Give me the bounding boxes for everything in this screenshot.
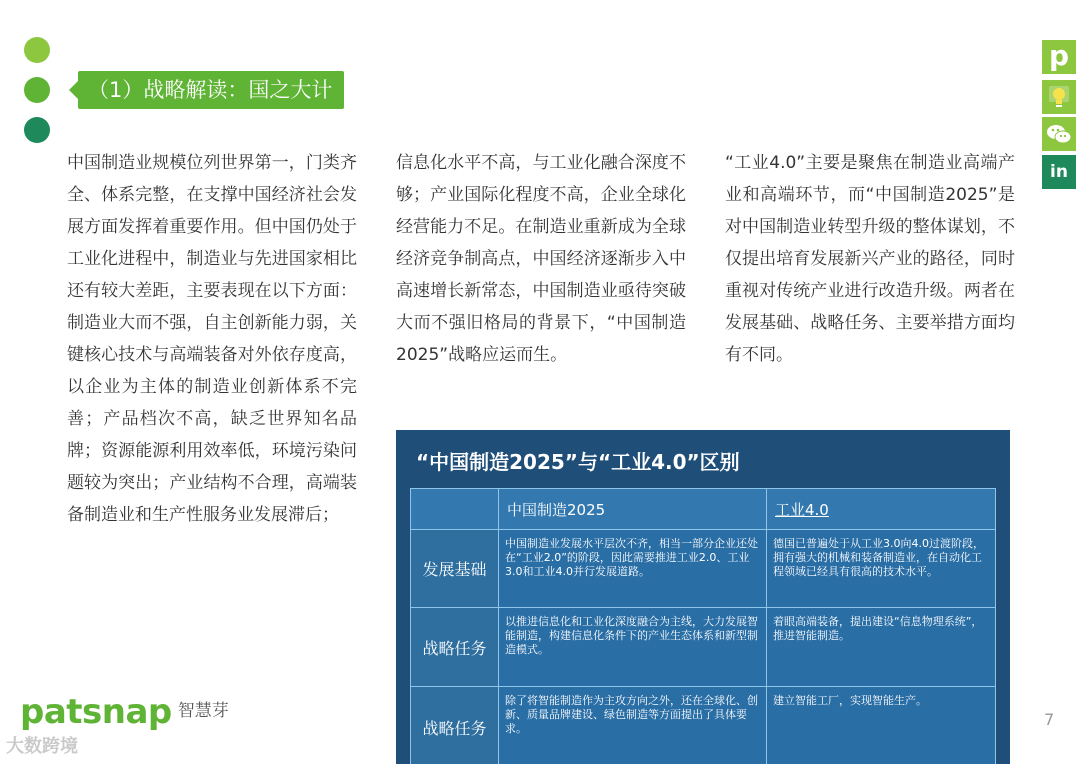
cell-china: 以推进信息化和工业化深度融合为主线，大力发展智能制造，构建信息化条件下的产业生态体系和新型制造模式。 bbox=[499, 608, 767, 687]
watermark: 大数跨境 bbox=[6, 736, 78, 757]
cell-germany: 着眼高端装备，提出建设“信息物理系统”，推进智能制造。 bbox=[767, 608, 996, 687]
row-label: 战略任务 bbox=[411, 608, 499, 687]
row-label: 发展基础 bbox=[411, 530, 499, 608]
table-row bbox=[411, 608, 996, 687]
brand-logo-text: patsnap bbox=[20, 692, 172, 732]
p-logo-icon[interactable]: p bbox=[1042, 40, 1076, 74]
lightbulb-icon[interactable] bbox=[1042, 80, 1076, 114]
comparison-panel bbox=[396, 430, 1010, 764]
table-row bbox=[411, 530, 996, 608]
comparison-title: “中国制造2025”与“工业4.0”区别 bbox=[416, 450, 740, 474]
decor-dot-dark bbox=[24, 117, 50, 143]
brand-cn-name: 智慧芽 bbox=[177, 701, 229, 721]
comparison-table bbox=[410, 488, 996, 764]
row-label: 战略任务 bbox=[411, 687, 499, 764]
table-row bbox=[411, 687, 996, 764]
decor-dot-light bbox=[24, 37, 50, 63]
section-title: （1）战略解读：国之大计 bbox=[78, 71, 344, 109]
cell-china: 除了将智能制造作为主攻方向之外，还在全球化、创新、质量品牌建设、绿色制造等方面提出了具体要求。 bbox=[499, 687, 767, 764]
page-number: 7 bbox=[1044, 710, 1055, 729]
body-column-2: 信息化水平不高，与工业化融合深度不够；产业国际化程度不高，企业全球化经营能力不足。在制造业重新成为全球经济竞争制高点，中国经济逐渐步入中高速增长新常态，中国制造业亟待突破大而不强旧格局的背景下，“中国制造2025”战略应运而生。 bbox=[396, 153, 686, 365]
table-header-germany: 工业4.0 bbox=[767, 489, 996, 530]
cell-germany: 德国已普遍处于从工业3.0向4.0过渡阶段，拥有强大的机械和装备制造业，在自动化工程领域已经具有很高的技术水平。 bbox=[767, 530, 996, 608]
table-header-empty bbox=[411, 489, 499, 530]
wechat-icon[interactable] bbox=[1042, 117, 1076, 151]
cell-china: 中国制造业发展水平层次不齐，相当一部分企业还处在“工业2.0”的阶段，因此需要推进工业2.0、工业3.0和工业4.0并行发展道路。 bbox=[499, 530, 767, 608]
body-column-1: 中国制造业规模位列世界第一，门类齐全、体系完整，在支撑中国经济社会发展方面发挥着重要作用。但中国仍处于工业化进程中，制造业与先进国家相比还有较大差距，主要表现在以下方面：制造业大而不强，自主创新能力弱，关键核心技术与高端装备对外依存度高，以企业为主体的制造业创新体系不完善；产品档次不高，缺乏世界知名品牌；资源能源利用效率低，环境污染问题较为突出；产业结构不合理，高端装备制造业和生产性服务业发展滞后； bbox=[67, 153, 357, 525]
linkedin-icon[interactable]: in bbox=[1042, 155, 1076, 189]
cell-germany: 建立智能工厂，实现智能生产。 bbox=[767, 687, 996, 764]
body-column-3: “工业4.0”主要是聚焦在制造业高端产业和高端环节，而“中国制造2025”是对中国制造业转型升级的整体谋划，不仅提出培育发展新兴产业的路径，同时重视对传统产业进行改造升级。两者在发展基础、战略任务、主要举措方面均有不同。 bbox=[725, 153, 1015, 365]
table-header-row bbox=[411, 489, 996, 530]
decor-dot-medium bbox=[24, 77, 50, 103]
brand-logo bbox=[20, 692, 229, 732]
table-header-china: 中国制造2025 bbox=[499, 489, 767, 530]
